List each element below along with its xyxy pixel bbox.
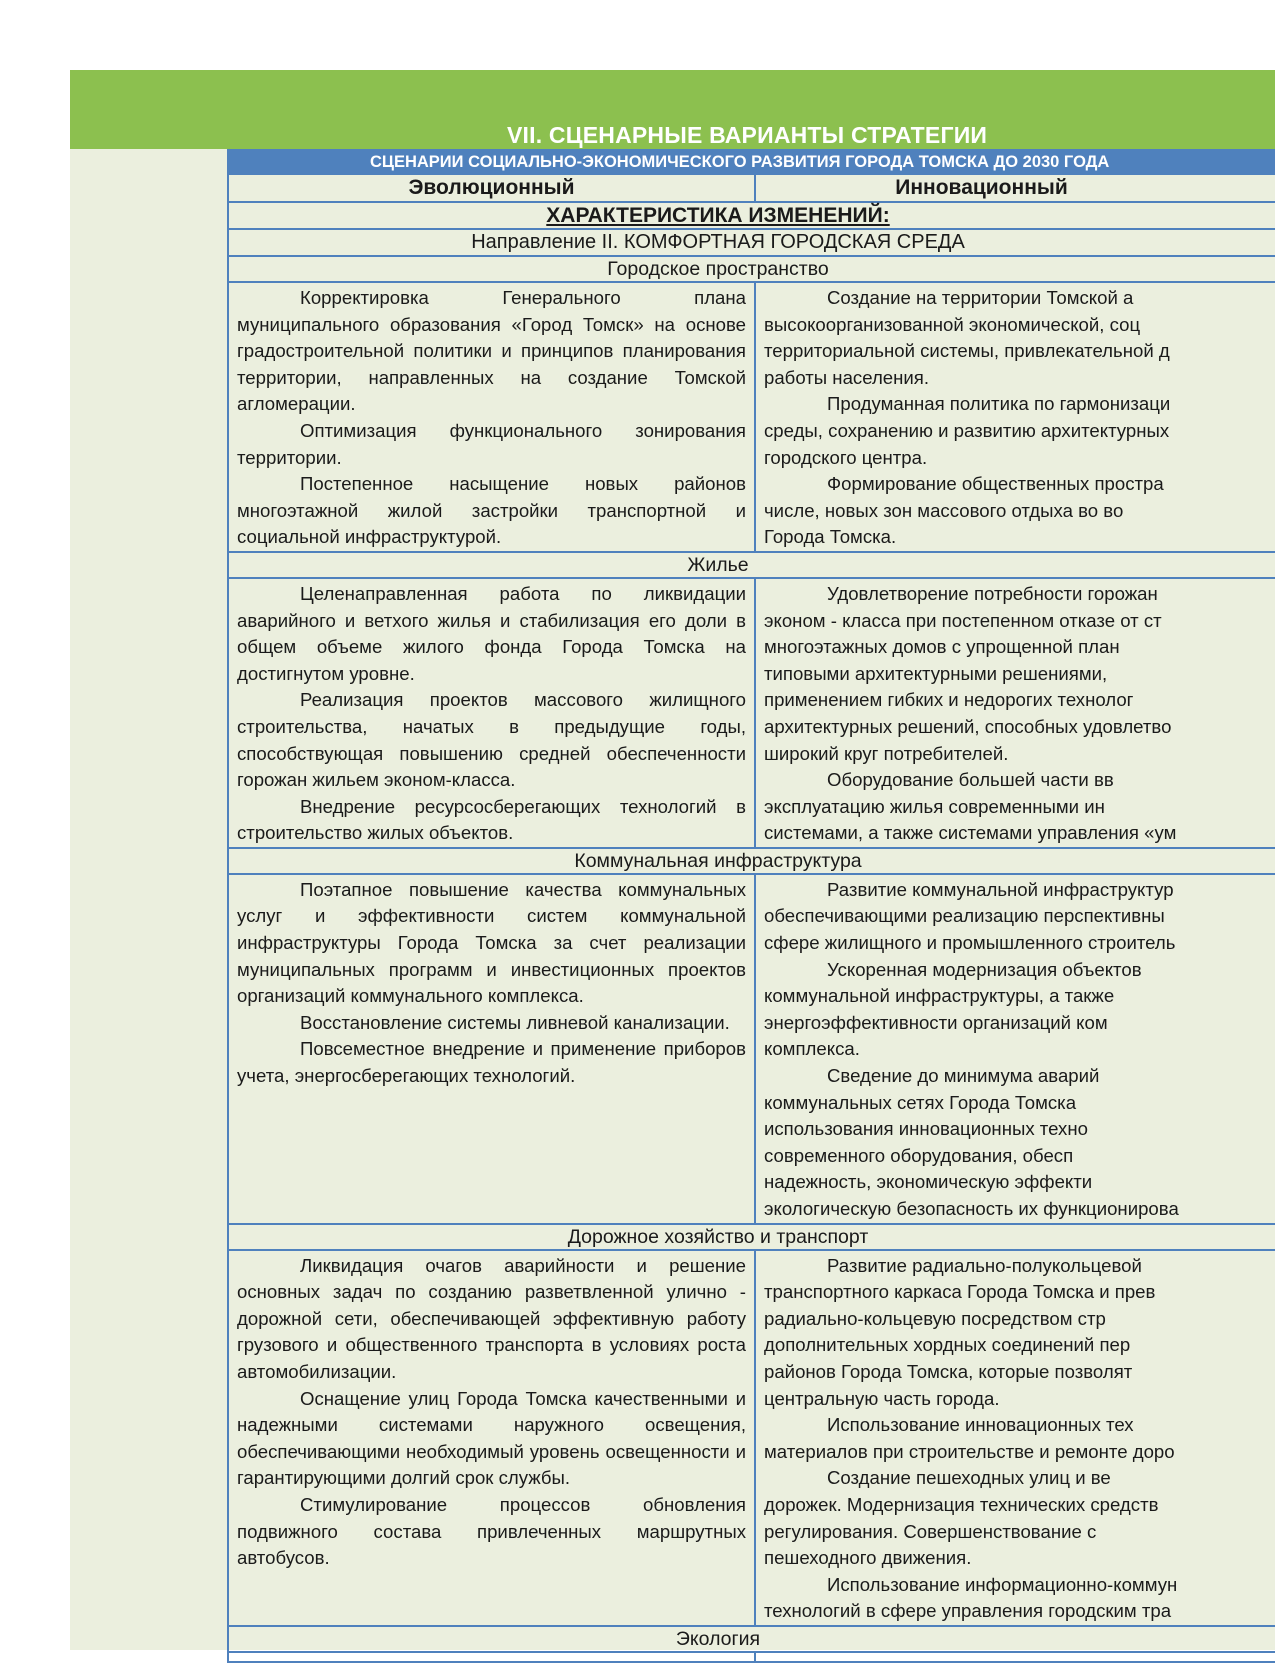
text-line: территориальной системы, привлекательной д: [764, 340, 1170, 362]
paragraph: Поэтапное повышение качества коммунальных услуг и эффективности систем коммунальной инфраструктуры Города Томска за счет реализации муниципальных программ и инвестиционных проектов организаций коммунального комплекса.: [237, 878, 746, 1007]
section-ecology-innovative: [755, 1652, 1275, 1662]
text-line: современного оборудования, обесп: [764, 1144, 1074, 1166]
text-line: Формирование общественных простра: [827, 473, 1164, 495]
text-line: районов Города Томска, которые позволят: [764, 1360, 1133, 1382]
text-line: технологий в сфере управления городским тра: [764, 1600, 1172, 1622]
text-line: Использование инновационных тех: [827, 1414, 1134, 1436]
text-line: комплекса.: [764, 1038, 860, 1060]
text-line: Создание пешеходных улиц и ве: [827, 1467, 1111, 1489]
table-banner: СЦЕНАРИИ СОЦИАЛЬНО-ЭКОНОМИЧЕСКОГО РАЗВИТИЯ ГОРОДА ТОМСКА ДО 2030 ГОДА: [228, 150, 1275, 174]
text-line: Сведение до минимума аварий: [827, 1065, 1100, 1087]
text-line: Продуманная политика по гармонизаци: [827, 393, 1171, 415]
text-line: высокоорганизованной экономической, соц: [764, 313, 1141, 335]
section-heading-ecology: Экология: [228, 1626, 1275, 1652]
text-line: коммунальной инфраструктуры, а также: [764, 985, 1115, 1007]
paragraph: Стимулирование процессов обновления подвижного состава привлеченных маршрутных автобусов.: [237, 1493, 746, 1569]
section-utilities-evolutionary: [228, 874, 755, 1224]
paragraph: Оснащение улиц Города Томска качественными и надежными системами наружного освещения, обеспечивающими необходимый уровень освещенности и гарантирующими долгий срок службы.: [237, 1387, 746, 1489]
text-line: Развитие коммунальной инфраструктур: [827, 878, 1174, 900]
text-line: обеспечивающими реализацию перспективны: [764, 905, 1165, 927]
section-heading-urban-space: Городское пространство: [228, 256, 1275, 282]
chapter-title: VII. СЦЕНАРНЫЕ ВАРИАНТЫ СТРАТЕГИИ: [507, 122, 988, 148]
section-urban-space-evolutionary: [228, 282, 755, 552]
text-line: многоэтажных домов с упрощенной план: [764, 636, 1120, 658]
text-line: Ускоренная модернизация объектов: [827, 958, 1142, 980]
text-line: применением гибких и недорогих технолог: [764, 689, 1134, 711]
scenario-table: [227, 149, 1275, 1663]
paragraph: Ликвидация очагов аварийности и решение основных задач по созданию разветвленной улично - дорожной сети, обеспечивающей эффективную работу грузового и общественного транспорта в условиях роста автомобилизации.: [237, 1254, 746, 1382]
text-line: Использование информационно-коммун: [827, 1573, 1178, 1595]
section-heading-housing: Жилье: [228, 552, 1275, 578]
paragraph: Восстановление системы ливневой канализации.: [300, 1011, 730, 1033]
paragraph: Повсеместное внедрение и применение приборов учета, энергосберегающих технологий.: [237, 1038, 746, 1087]
column-header-innovative: Инновационный: [755, 174, 1275, 202]
text-line: числе, новых зон массового отдыха во во: [764, 499, 1124, 521]
text-line: транспортного каркаса Города Томска и прев: [764, 1281, 1156, 1303]
text-line: пешеходного движения.: [764, 1547, 972, 1569]
text-line: Удовлетворение потребности горожан: [827, 582, 1158, 604]
text-line: регулирования. Совершенствование с: [764, 1520, 1097, 1542]
direction-heading: Направление II. КОМФОРТНАЯ ГОРОДСКАЯ СРЕДА: [228, 229, 1275, 256]
section-ecology-evolutionary: [228, 1652, 755, 1662]
text-line: среды, сохранению и развитию архитектурных: [764, 419, 1170, 441]
text-line: энергоэффективности организаций ком: [764, 1011, 1108, 1033]
text-line: эксплуатацию жилья современными ин: [764, 795, 1105, 817]
section-roads-transport-innovative: [755, 1250, 1275, 1626]
text-line: системами, а также системами управления «ум: [764, 822, 1177, 844]
text-line: экологическую безопасность их функционирова: [764, 1198, 1179, 1219]
text-line: Города Томска.: [764, 526, 897, 548]
text-line: типовыми архитектурными решениями,: [764, 662, 1108, 684]
paragraph: Оптимизация функционального зонирования территории.: [237, 419, 746, 468]
paragraph: Реализация проектов массового жилищного строительства, начатых в предыдущие годы, способствующая повышению средней обеспеченности горожан жильем эконом-класса.: [237, 689, 746, 791]
paragraph: Внедрение ресурсосберегающих технологий в строительство жилых объектов.: [237, 795, 746, 844]
text-line: надежность, экономическую эффекти: [764, 1171, 1093, 1193]
text-line: работы населения.: [764, 366, 930, 388]
section-housing-innovative: [755, 578, 1275, 848]
text-line: широкий круг потребителей.: [764, 742, 1009, 764]
paragraph: Корректировка Генерального плана муниципального образования «Город Томск» на основе градостроительной политики и принципов планирования территории, направленных на создание Томской агломерации.: [237, 287, 746, 415]
paragraph: Постепенное насыщение новых районов многоэтажной жилой застройки транспортной и социальной инфраструктурой.: [237, 473, 746, 548]
section-urban-space-innovative: [755, 282, 1275, 552]
text-line: эконом - класса при постепенном отказе от ст: [764, 609, 1162, 631]
text-line: Развитие радиально-полукольцевой: [827, 1254, 1142, 1276]
changes-heading: ХАРАКТЕРИСТИКА ИЗМЕНЕНИЙ:: [228, 202, 1275, 229]
section-utilities-innovative: [755, 874, 1275, 1224]
text-line: сфере жилищного и промышленного строитель: [764, 932, 1176, 954]
text-line: использования инновационных техно: [764, 1118, 1088, 1140]
section-roads-transport-evolutionary: [228, 1250, 755, 1626]
text-line: центральную часть города.: [764, 1387, 1000, 1409]
text-line: дорожек. Модернизация технических средств: [764, 1493, 1159, 1515]
section-heading-utilities: Коммунальная инфраструктура: [228, 848, 1275, 874]
section-heading-roads-transport: Дорожное хозяйство и транспорт: [228, 1224, 1275, 1250]
column-header-evolutionary: Эволюционный: [228, 174, 755, 202]
text-line: городского центра.: [764, 446, 928, 468]
text-line: Оборудование большей части вв: [827, 769, 1114, 791]
text-line: дополнительных хордных соединений пер: [764, 1334, 1131, 1356]
paragraph: Целенаправленная работа по ликвидации аварийного и ветхого жилья и стабилизация его доли в общем объеме жилого фонда Города Томска на достигнутом уровне.: [237, 582, 746, 684]
text-line: коммунальных сетях Города Томска: [764, 1091, 1077, 1113]
left-margin-panel: [70, 149, 227, 1650]
text-line: материалов при строительстве и ремонте доро: [764, 1440, 1175, 1462]
text-line: Создание на территории Томской а: [827, 287, 1134, 308]
section-housing-evolutionary: [228, 578, 755, 848]
text-line: архитектурных решений, способных удовлетво: [764, 715, 1172, 737]
text-line: радиально-кольцевую посредством стр: [764, 1307, 1106, 1329]
